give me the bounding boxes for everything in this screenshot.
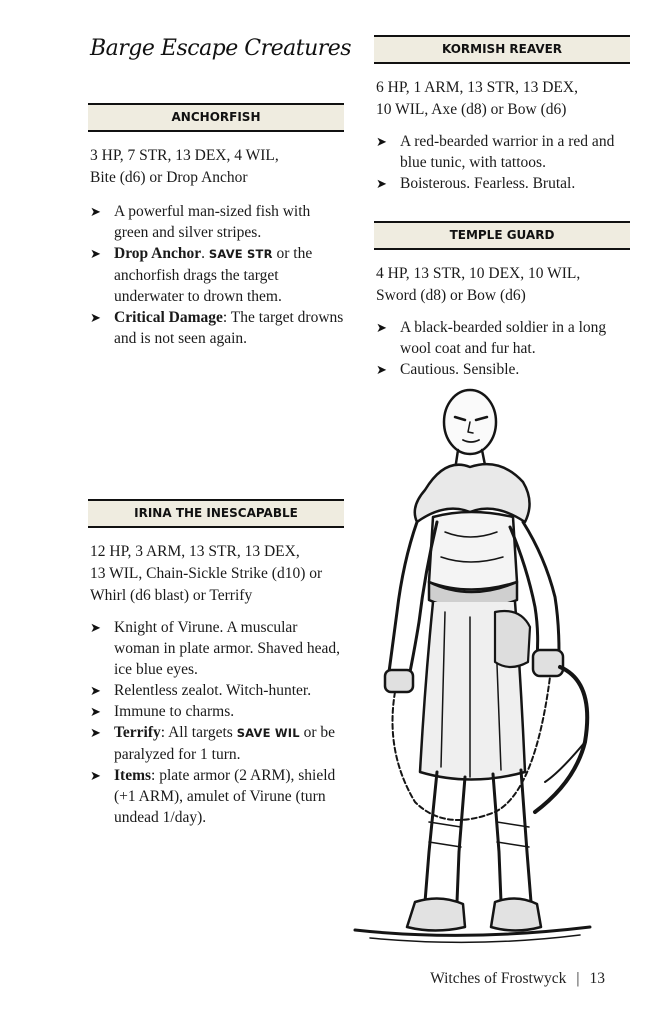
arrowhead-icon: ➤ xyxy=(90,246,101,261)
list-item: ➤ Immune to charms. xyxy=(90,703,235,720)
arrowhead-icon: ➤ xyxy=(376,176,387,191)
list-item: ➤ A powerful man-sized fish with green and silver stripes. xyxy=(90,203,311,241)
arrowhead-icon: ➤ xyxy=(90,620,101,635)
list-item: ➤ Knight of Virune. A muscular woman in plate armor. Shaved head, ice blue eyes. xyxy=(90,619,340,678)
kormish-reaver-stats: 6 HP, 1 ARM, 13 STR, 13 DEX, 10 WIL, Axe (d8) or Bow (d6) xyxy=(376,79,578,118)
temple-guard-bullets xyxy=(374,317,630,380)
temple-guard-block xyxy=(374,221,630,380)
arrowhead-icon: ➤ xyxy=(90,204,101,219)
anchorfish-bullets xyxy=(88,201,344,349)
footer-separator: | xyxy=(576,970,580,987)
arrowhead-icon: ➤ xyxy=(90,683,101,698)
page-footer xyxy=(430,970,605,988)
temple-guard-header: TEMPLE GUARD xyxy=(374,221,630,250)
page-title: Barge Escape Creatures xyxy=(90,36,352,61)
arrowhead-icon: ➤ xyxy=(90,704,101,719)
kormish-reaver-header: KORMISH REAVER xyxy=(374,35,630,64)
anchorfish-stats: 3 HP, 7 STR, 13 DEX, 4 WIL, Bite (d6) or Drop Anchor xyxy=(90,147,279,186)
arrowhead-icon: ➤ xyxy=(376,362,387,377)
arrowhead-icon: ➤ xyxy=(90,310,101,325)
anchorfish-block xyxy=(88,103,344,349)
list-item: ➤ Boisterous. Fearless. Brutal. xyxy=(376,175,576,192)
knight-illustration xyxy=(345,382,600,957)
temple-guard-stats: 4 HP, 13 STR, 10 DEX, 10 WIL, Sword (d8) or Bow (d6) xyxy=(376,265,581,304)
list-item: ➤ Critical Damage: The target drowns and is not seen again. xyxy=(90,309,344,347)
arrowhead-icon: ➤ xyxy=(376,320,387,335)
arrowhead-icon: ➤ xyxy=(90,768,101,783)
list-item: ➤ Drop Anchor. SAVE STR or the anchorfish drags the target underwater to drown them. xyxy=(90,245,313,305)
irina-stats: 12 HP, 3 ARM, 13 STR, 13 DEX, 13 WIL, Chain-Sickle Strike (d10) or Whirl (d6 blast) or Terrify xyxy=(90,543,323,604)
list-item: ➤ Items: plate armor (2 ARM), shield (+1 ARM), amulet of Virune (turn undead 1/day). xyxy=(90,767,336,826)
list-item: ➤ Cautious. Sensible. xyxy=(376,361,520,378)
kormish-reaver-block xyxy=(374,35,630,194)
list-item: ➤ A black-bearded soldier in a long wool coat and fur hat. xyxy=(376,319,607,357)
kormish-reaver-bullets xyxy=(374,131,630,194)
anchorfish-header: ANCHORFISH xyxy=(88,103,344,132)
irina-header: IRINA THE INESCAPABLE xyxy=(88,499,344,528)
arrowhead-icon: ➤ xyxy=(90,725,101,740)
list-item: ➤ Relentless zealot. Witch-hunter. xyxy=(90,682,312,699)
irina-block xyxy=(88,499,344,828)
book-title: Witches of Frostwyck xyxy=(430,970,567,987)
irina-bullets xyxy=(88,617,344,828)
page-number: 13 xyxy=(589,970,605,987)
list-item: ➤ A red-bearded warrior in a red and blue tunic, with tattoos. xyxy=(376,133,615,171)
list-item: ➤ Terrify: All targets SAVE WIL or be paralyzed for 1 turn. xyxy=(90,724,336,763)
arrowhead-icon: ➤ xyxy=(376,134,387,149)
